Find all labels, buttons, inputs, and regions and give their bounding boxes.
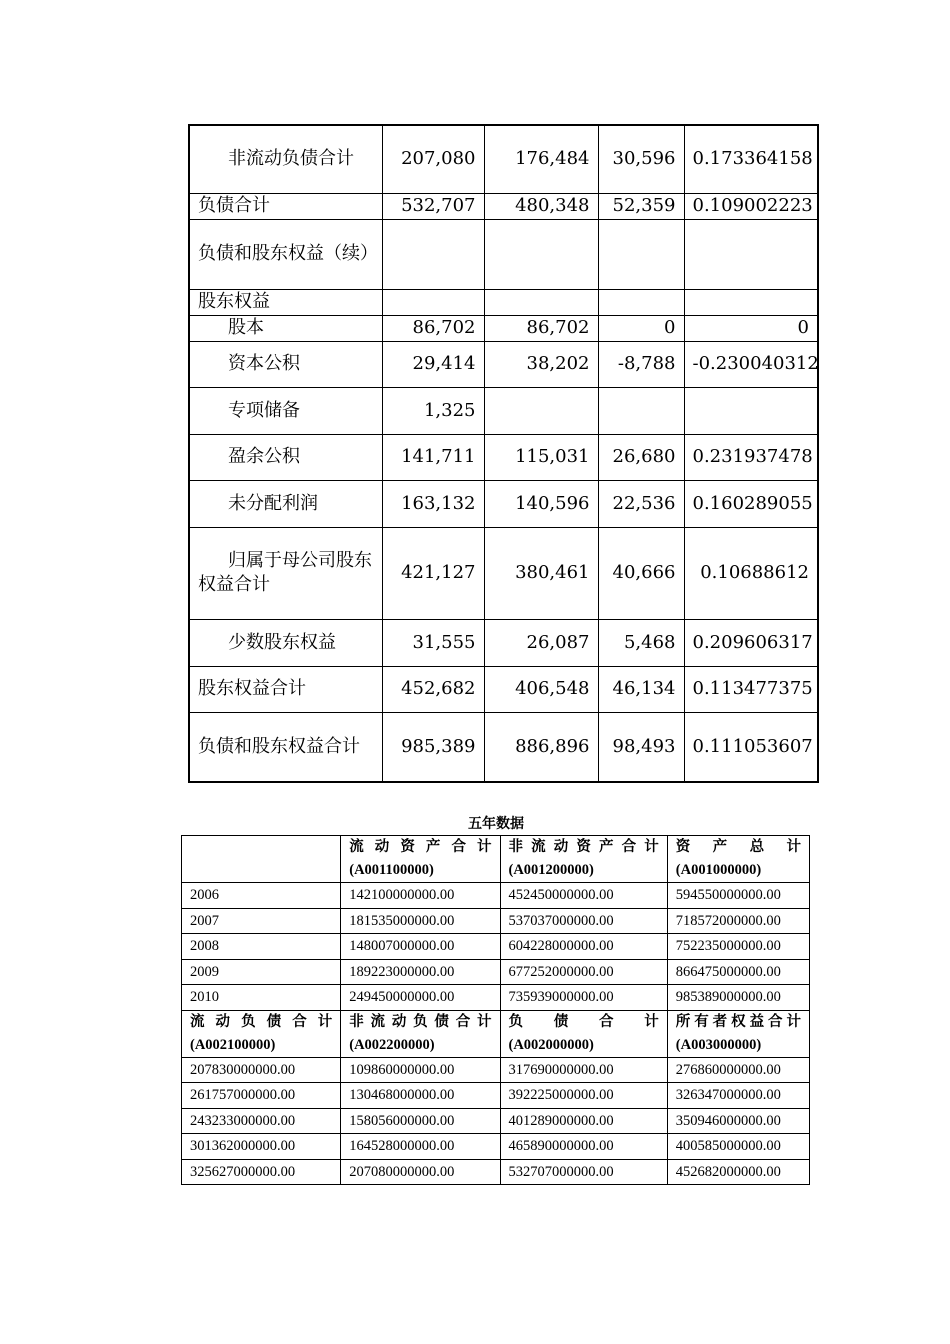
data-row [182,908,810,934]
data-cell: 2010 [182,985,341,1011]
data-cell: 207830000000.00 [182,1057,341,1083]
column-header [182,1010,341,1057]
row-label: 非流动负债合计 [189,125,382,193]
header-code: (A002000000) [508,1036,594,1053]
data-cell: 109860000000.00 [341,1057,500,1083]
value-cell: 30,596 [598,125,684,193]
balance-row [189,219,818,289]
balance-row [189,480,818,527]
data-cell: 207080000000.00 [341,1159,500,1185]
data-cell: 2009 [182,959,341,985]
value-cell: 0.109002223 [684,193,818,219]
data-row [182,1108,810,1134]
value-cell [684,289,818,315]
column-header [182,836,341,883]
data-cell: 317690000000.00 [500,1057,667,1083]
value-cell: 380,461 [484,527,598,619]
value-cell: 115,031 [484,434,598,480]
value-cell: 29,414 [382,341,484,387]
data-cell: 2006 [182,883,341,909]
value-cell: 480,348 [484,193,598,219]
header-name: 流动资产合计 [349,839,492,855]
balance-row [189,527,818,619]
value-cell [382,219,484,289]
data-cell: 677252000000.00 [500,959,667,985]
value-cell: 163,132 [382,480,484,527]
value-cell [484,289,598,315]
header-code: (A001100000) [349,862,434,878]
data-cell: 532707000000.00 [500,1159,667,1185]
value-cell [598,219,684,289]
data-cell: 130468000000.00 [341,1083,500,1109]
row-label: 负债和股东权益合计 [189,712,382,782]
balance-row [189,712,818,782]
balance-row [189,125,818,193]
data-cell: 2007 [182,908,341,934]
value-cell: 452,682 [382,666,484,712]
column-header [341,836,500,883]
data-cell: 2008 [182,934,341,960]
value-cell [598,289,684,315]
data-cell: 276860000000.00 [667,1057,809,1083]
value-cell: 5,468 [598,619,684,666]
value-cell [684,387,818,434]
value-cell: 26,087 [484,619,598,666]
data-cell: 594550000000.00 [667,883,809,909]
value-cell: 0.10688612 [684,527,818,619]
row-label: 股本 [189,315,382,341]
five-year-title: 五年数据 [468,816,524,832]
data-row [182,1134,810,1160]
row-label: 专项储备 [189,387,382,434]
data-cell: 400585000000.00 [667,1134,809,1160]
data-cell: 465890000000.00 [500,1134,667,1160]
column-header [667,836,809,883]
value-cell: 532,707 [382,193,484,219]
header-code: (A002200000) [349,1036,435,1053]
data-cell: 718572000000.00 [667,908,809,934]
column-header [500,836,667,883]
value-cell: 141,711 [382,434,484,480]
header-code: (A001200000) [508,862,594,878]
data-cell: 537037000000.00 [500,908,667,934]
row-label: 归属于母公司股东权益合计 [189,527,382,619]
header-name: 资产总计 [675,839,801,855]
value-cell: 38,202 [484,341,598,387]
value-cell: 140,596 [484,480,598,527]
data-cell: 392225000000.00 [500,1083,667,1109]
value-cell [484,219,598,289]
balance-row [189,289,818,315]
value-cell [382,289,484,315]
header-name: 流动负债合计 [190,1013,333,1030]
row-label: 少数股东权益 [189,619,382,666]
value-cell: -0.230040312 [684,341,818,387]
value-cell: 0.111053607 [684,712,818,782]
header-name: 所有者权益合计 [675,1013,801,1030]
value-cell: -8,788 [598,341,684,387]
data-row [182,959,810,985]
value-cell: 985,389 [382,712,484,782]
data-cell: 452450000000.00 [500,883,667,909]
row-label: 负债合计 [189,193,382,219]
data-row [182,985,810,1011]
data-cell: 752235000000.00 [667,934,809,960]
header-code: (A003000000) [675,1036,762,1053]
balance-row [189,387,818,434]
data-cell: 604228000000.00 [500,934,667,960]
value-cell: 22,536 [598,480,684,527]
column-header [500,1010,667,1057]
data-cell: 401289000000.00 [500,1108,667,1134]
data-cell: 261757000000.00 [182,1083,341,1109]
row-label: 盈余公积 [189,434,382,480]
value-cell: 207,080 [382,125,484,193]
header-row [182,1010,810,1057]
data-cell: 301362000000.00 [182,1134,341,1160]
value-cell [484,387,598,434]
data-cell: 866475000000.00 [667,959,809,985]
value-cell [598,387,684,434]
data-cell: 350946000000.00 [667,1108,809,1134]
column-header [667,1010,809,1057]
value-cell: 52,359 [598,193,684,219]
value-cell: 0 [684,315,818,341]
value-cell: 1,325 [382,387,484,434]
balance-row [189,193,818,219]
value-cell: 176,484 [484,125,598,193]
data-row [182,883,810,909]
data-cell: 142100000000.00 [341,883,500,909]
balance-row [189,315,818,341]
value-cell: 86,702 [382,315,484,341]
data-cell: 326347000000.00 [667,1083,809,1109]
balance-row [189,666,818,712]
balance-row [189,341,818,387]
header-row [182,836,810,883]
data-cell: 189223000000.00 [341,959,500,985]
header-name: 非流动资产合计 [508,839,659,855]
balance-row [189,619,818,666]
data-cell: 249450000000.00 [341,985,500,1011]
row-label: 未分配利润 [189,480,382,527]
data-cell: 164528000000.00 [341,1134,500,1160]
row-label: 负债和股东权益（续） [189,219,382,289]
data-row [182,934,810,960]
value-cell: 406,548 [484,666,598,712]
balance-row [189,434,818,480]
value-cell: 0.231937478 [684,434,818,480]
data-row [182,1083,810,1109]
value-cell: 886,896 [484,712,598,782]
data-cell: 158056000000.00 [341,1108,500,1134]
value-cell: 86,702 [484,315,598,341]
value-cell: 98,493 [598,712,684,782]
data-row [182,1159,810,1185]
value-cell: 31,555 [382,619,484,666]
header-code: (A002100000) [190,1036,276,1053]
value-cell [684,219,818,289]
row-label: 股东权益合计 [189,666,382,712]
data-cell: 325627000000.00 [182,1159,341,1185]
row-label: 资本公积 [189,341,382,387]
data-cell: 452682000000.00 [667,1159,809,1185]
header-name: 非流动负债合计 [349,1013,492,1030]
value-cell: 46,134 [598,666,684,712]
value-cell: 0.113477375 [684,666,818,712]
value-cell: 0.173364158 [684,125,818,193]
data-cell: 735939000000.00 [500,985,667,1011]
value-cell: 0.209606317 [684,619,818,666]
data-row [182,1057,810,1083]
balance-sheet-table [188,124,819,783]
five-year-data-table [181,835,810,1185]
value-cell: 40,666 [598,527,684,619]
header-code: (A001000000) [675,862,762,878]
value-cell: 26,680 [598,434,684,480]
value-cell: 0.160289055 [684,480,818,527]
data-cell: 243233000000.00 [182,1108,341,1134]
row-label: 股东权益 [189,289,382,315]
data-cell: 181535000000.00 [341,908,500,934]
data-cell: 985389000000.00 [667,985,809,1011]
data-cell: 148007000000.00 [341,934,500,960]
header-name: 负债合计 [508,1013,659,1030]
column-header [341,1010,500,1057]
value-cell: 421,127 [382,527,484,619]
value-cell: 0 [598,315,684,341]
